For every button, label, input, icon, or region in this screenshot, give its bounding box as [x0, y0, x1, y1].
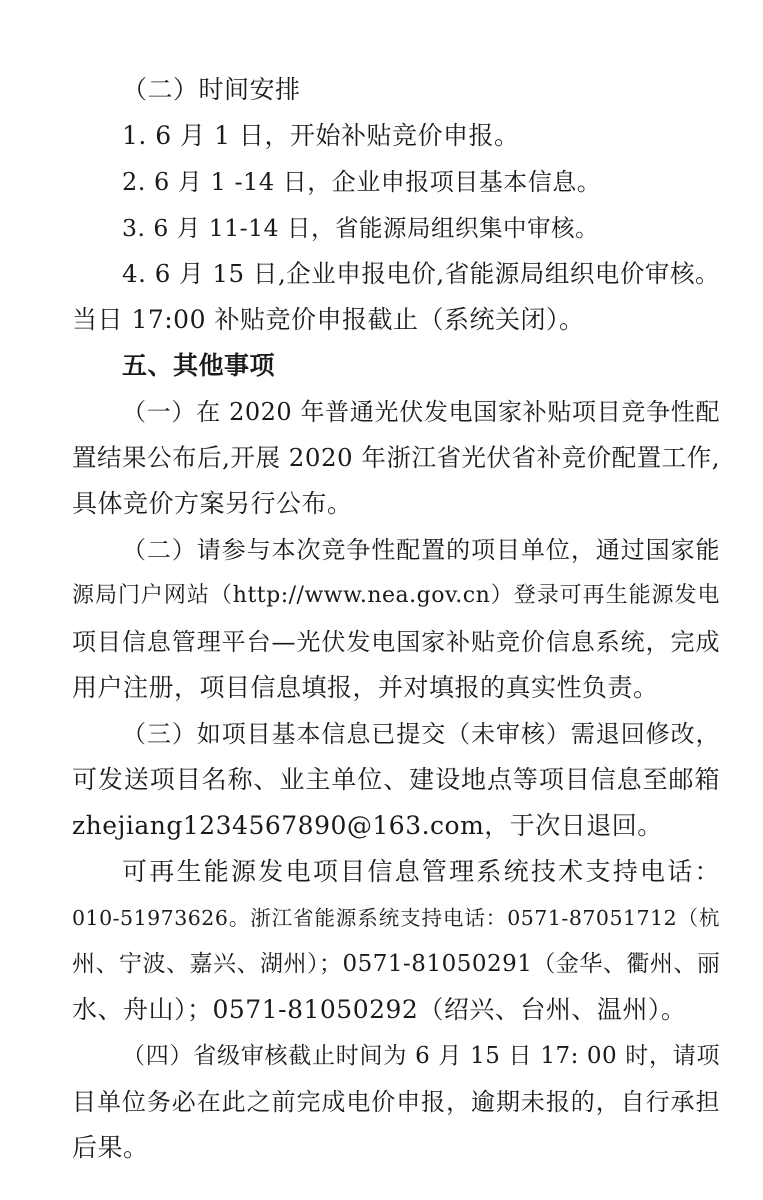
paragraph-1-line-2: 置结果公布后,开展 2020 年浙江省光伏省补竞价配置工作,: [72, 443, 720, 472]
paragraph-3-line-2: 可发送项目名称、业主单位、建设地点等项目信息至邮箱: [72, 765, 720, 794]
paragraph-1-line-1: （一）在 2020 年普通光伏发电国家补贴项目竞争性配: [122, 398, 720, 426]
paragraph-1-line-3: 具体竞价方案另行公布。: [72, 489, 353, 518]
paragraph-2-line-3: 项目信息管理平台—光伏发电国家补贴竞价信息系统，完成: [72, 628, 720, 656]
support-phone-line-1: 可再生能源发电项目信息管理系统技术支持电话：: [122, 857, 720, 886]
section-heading-other-matters: 五、其他事项: [122, 351, 276, 380]
paragraph-4-line-3: 后果。: [72, 1133, 149, 1162]
subsection-heading-schedule: （二）时间安排: [122, 75, 301, 104]
schedule-item-4: 4. 6 月 15 日,企业申报电价,省能源局组织电价审核。: [122, 259, 720, 288]
schedule-item-2: 2. 6 月 1 -14 日，企业申报项目基本信息。: [122, 168, 602, 196]
paragraph-4-line-2: 目单位务必在此之前完成电价申报，逾期未报的，自行承担: [72, 1088, 720, 1116]
paragraph-4-line-1: （四）省级审核截止时间为 6 月 15 日 17: 00 时，请项: [122, 1043, 720, 1069]
paragraph-3-line-1: （三）如项目基本信息已提交（未审核）需退回修改，: [122, 720, 720, 748]
support-phone-line-2: 010-51973626。浙江省能源系统支持电话：0571-87051712（杭: [72, 906, 720, 930]
paragraph-2-line-1: （二）请参与本次竞争性配置的项目单位，通过国家能: [122, 536, 720, 564]
paragraph-2-line-4: 用户注册，项目信息填报，并对填报的真实性负责。: [72, 673, 659, 702]
schedule-item-3: 3. 6 月 11-14 日，省能源局组织集中审核。: [122, 214, 599, 242]
paragraph-2-line-2: 源局门户网站（http://www.nea.gov.cn）登录可再生能源发电: [72, 583, 720, 608]
support-phone-line-4: 水、舟山）；0571-81050292（绍兴、台州、温州）。: [72, 995, 687, 1024]
schedule-item-1: 1. 6 月 1 日，开始补贴竞价申报。: [122, 121, 520, 150]
paragraph-3-line-3-email: zhejiang1234567890@163.com，于次日退回。: [72, 811, 663, 840]
support-phone-line-3: 州、宁波、嘉兴、湖州）；0571-81050291（金华、衢州、丽: [72, 951, 721, 977]
schedule-item-4-continuation: 当日 17:00 补贴竞价申报截止（系统关闭）。: [72, 305, 585, 334]
